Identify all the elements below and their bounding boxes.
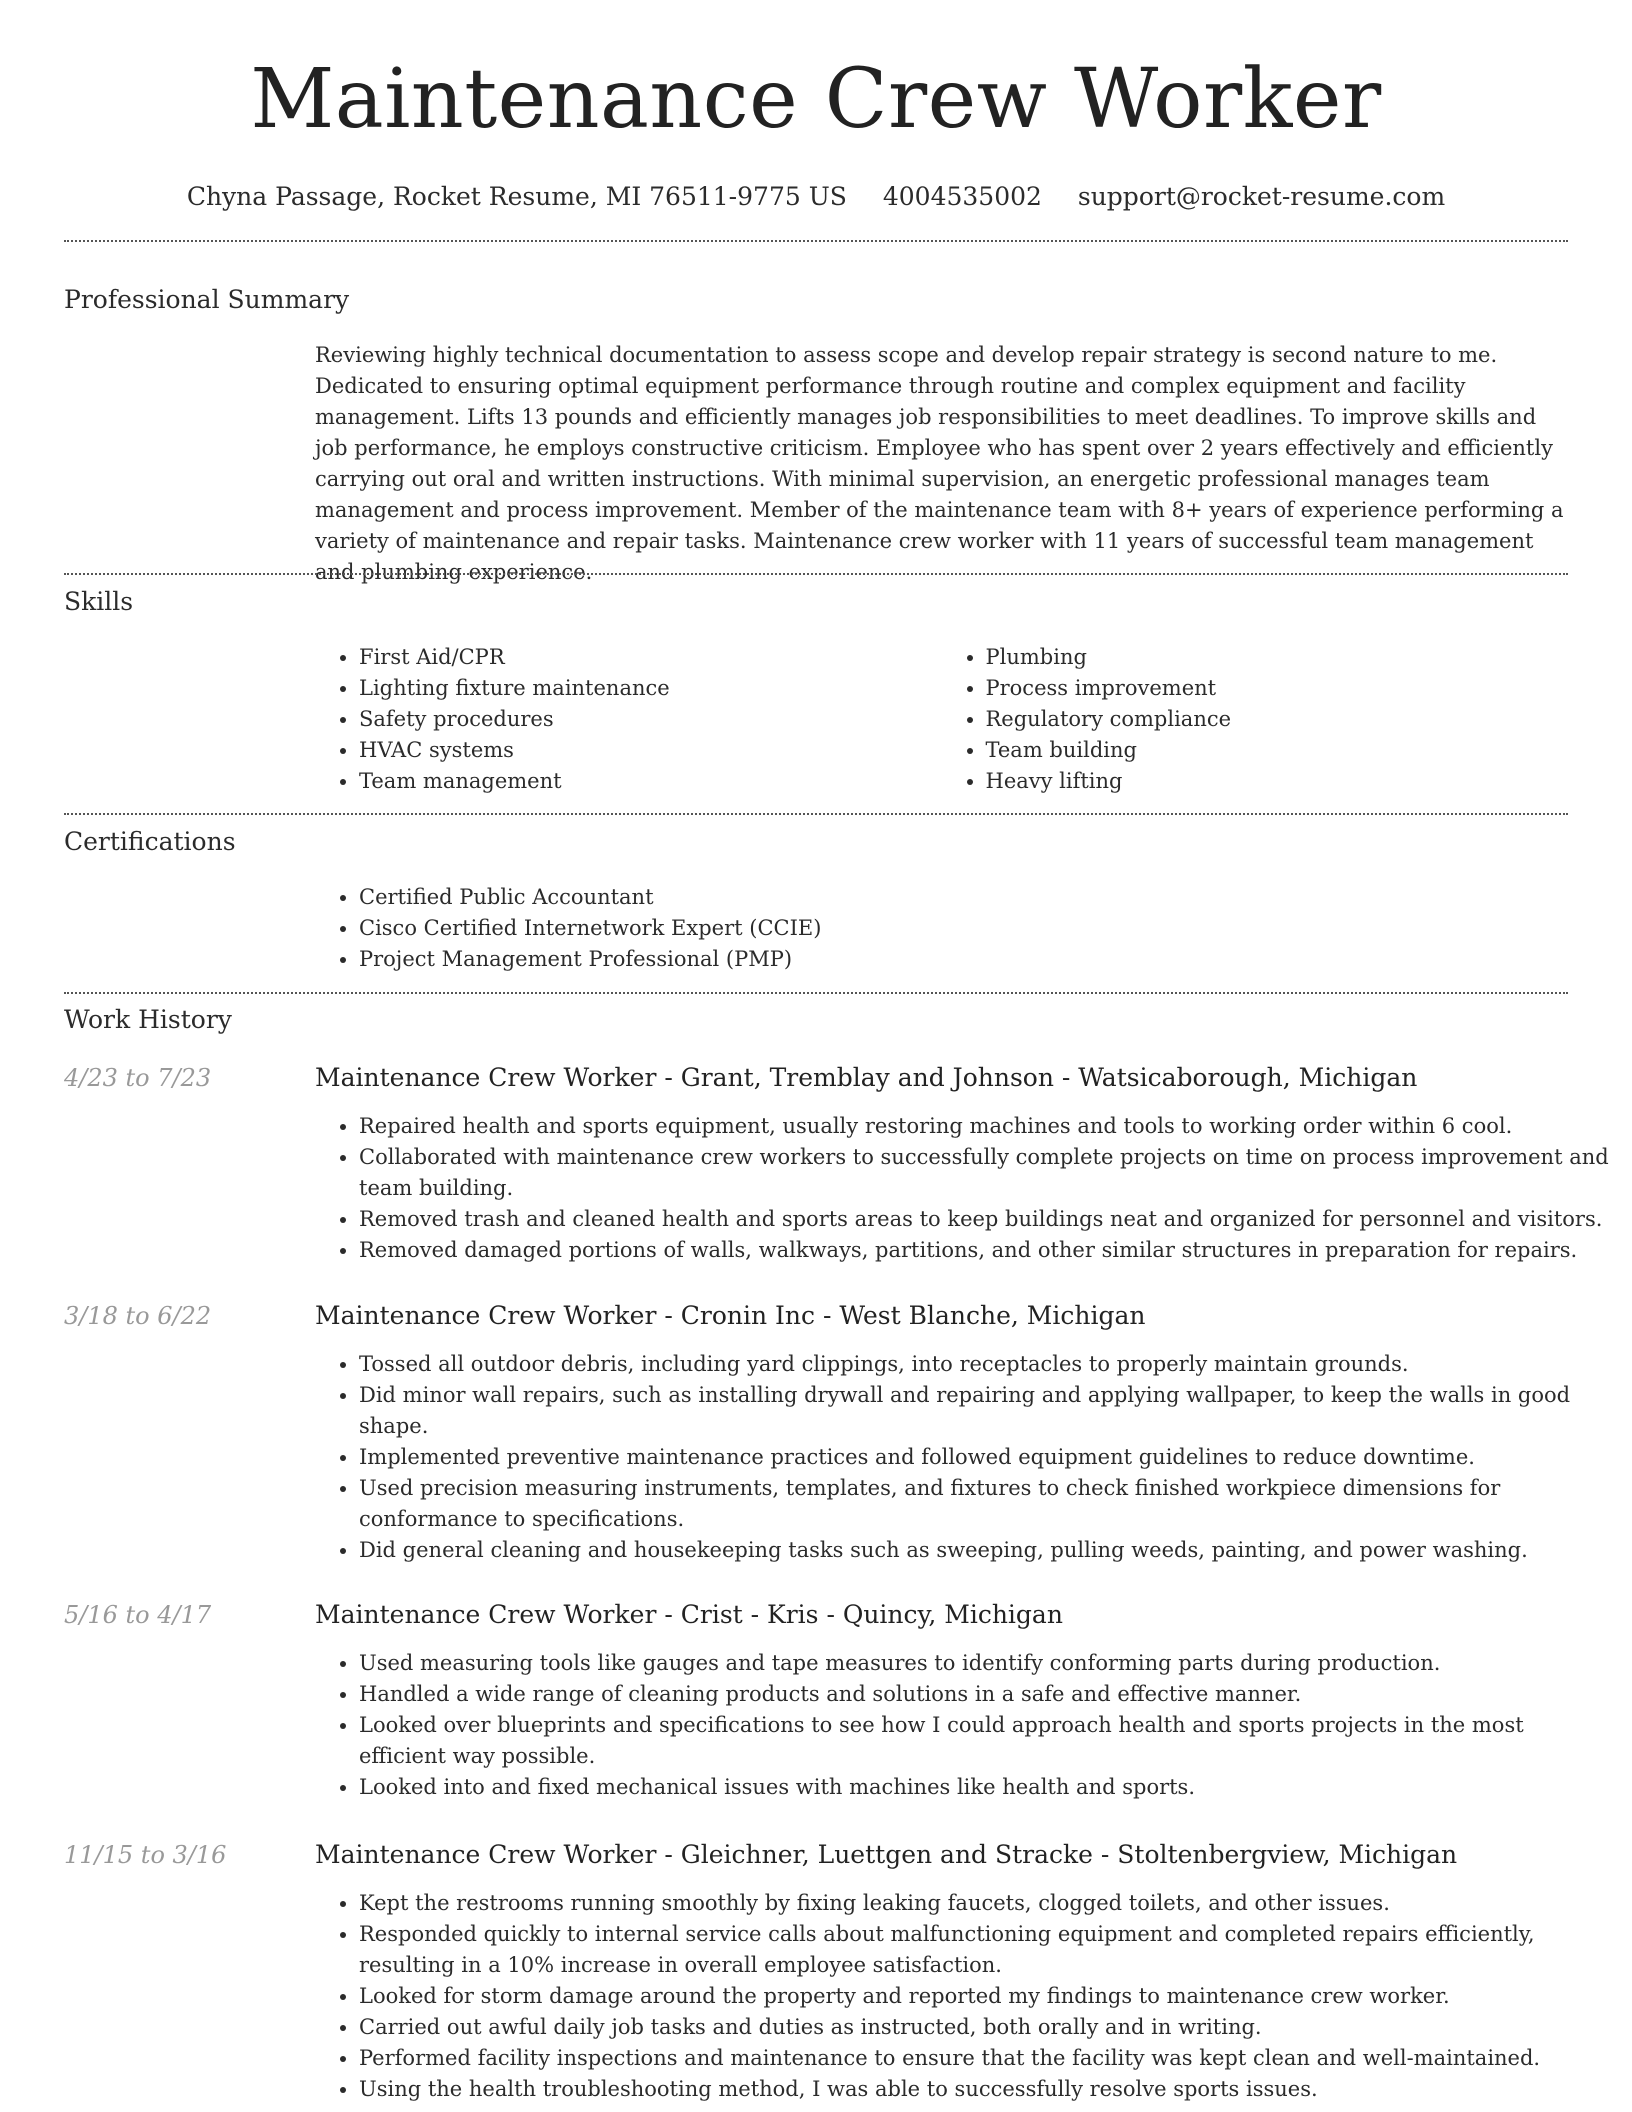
job-duty: • Carried out awful daily job tasks and duties as instructed, both orally and in writing.: [359, 2012, 1612, 2043]
divider: [64, 573, 1568, 575]
job-duty: • Implemented preventive maintenance practices and followed equipment guidelines to reduce downtime.: [359, 1442, 1612, 1473]
summary-heading: Professional Summary: [64, 285, 350, 314]
job-duty: • Performed facility inspections and maintenance to ensure that the facility was kept clean and well-maintained.: [359, 2043, 1612, 2074]
job-duty: • Did general cleaning and housekeeping tasks such as sweeping, pulling weeds, painting, and power washing.: [359, 1535, 1612, 1566]
contact-address: Chyna Passage, Rocket Resume, MI 76511-9775 US: [186, 182, 847, 211]
job-duties: [315, 1648, 1612, 1803]
skill-item: • Safety procedures: [359, 704, 942, 735]
job-duty: • Looked over blueprints and specifications to see how I could approach health and sports projects in the most efficient way possible.: [359, 1710, 1612, 1772]
job-duty: • Used measuring tools like gauges and tape measures to identify conforming parts during production.: [359, 1648, 1612, 1679]
certifications-section: [315, 882, 1568, 975]
job-duty: • Handled a wide range of cleaning products and solutions in a safe and effective manner.: [359, 1679, 1612, 1710]
summary-section: [315, 340, 1568, 588]
skills-heading: Skills: [64, 587, 134, 616]
certification-item: • Project Management Professional (PMP): [359, 944, 1568, 975]
job-dates: 3/18 to 6/22: [64, 1302, 212, 1330]
skill-item: • First Aid/CPR: [359, 642, 942, 673]
candidate-name: Maintenance Crew Worker: [250, 52, 1382, 147]
job-duty: • Did minor wall repairs, such as installing drywall and repairing and applying wallpaper, to keep the walls in good shape.: [359, 1380, 1612, 1442]
skills-list-left: [315, 642, 942, 797]
certifications-heading: Certifications: [64, 827, 236, 856]
divider: [64, 240, 1568, 242]
job-duties: [315, 1111, 1612, 1266]
certification-item: • Certified Public Accountant: [359, 882, 1568, 913]
job-dates: 5/16 to 4/17: [64, 1601, 212, 1629]
job-duty: • Responded quickly to internal service calls about malfunctioning equipment and completed repairs efficiently, resulting in a 10% increase in overall employee satisfaction.: [359, 1919, 1612, 1981]
skill-item: • Heavy lifting: [986, 766, 1569, 797]
job-duty: • Used precision measuring instruments, templates, and fixtures to check finished workpiece dimensions for conformance to specifications.: [359, 1473, 1612, 1535]
job-duty: • Repaired health and sports equipment, usually restoring machines and tools to working order within 6 cool.: [359, 1111, 1612, 1142]
job-title: Maintenance Crew Worker - Cronin Inc - West Blanche, Michigan: [315, 1301, 1146, 1330]
job-duty: • Removed trash and cleaned health and sports areas to keep buildings neat and organized for personnel and visitors.: [359, 1204, 1612, 1235]
contact-email: support@rocket-resume.com: [1077, 182, 1446, 211]
job-dates: 11/15 to 3/16: [64, 1841, 227, 1869]
skill-item: • Lighting fixture maintenance: [359, 673, 942, 704]
job-title: Maintenance Crew Worker - Grant, Tremblay and Johnson - Watsicaborough, Michigan: [315, 1063, 1418, 1092]
skills-section: [315, 642, 1568, 797]
resume-header: [0, 0, 1632, 214]
job-duty: • Collaborated with maintenance crew workers to successfully complete projects on time on process improvement and team building.: [359, 1142, 1612, 1204]
job-dates: 4/23 to 7/23: [64, 1064, 212, 1092]
job-title: Maintenance Crew Worker - Gleichner, Luettgen and Stracke - Stoltenbergview, Michigan: [315, 1840, 1458, 1869]
job-duty: • Using the health troubleshooting method, I was able to successfully resolve sports issues.: [359, 2074, 1612, 2105]
job-duties: [315, 1349, 1612, 1566]
skill-item: • Plumbing: [986, 642, 1569, 673]
certification-item: • Cisco Certified Internetwork Expert (CCIE): [359, 913, 1568, 944]
certifications-list: [315, 882, 1568, 975]
contact-line: [0, 180, 1632, 214]
contact-phone: 4004535002: [882, 182, 1042, 211]
skill-item: • Team building: [986, 735, 1569, 766]
job-duty: • Removed damaged portions of walls, walkways, partitions, and other similar structures in preparation for repairs.: [359, 1235, 1612, 1266]
skill-item: • HVAC systems: [359, 735, 942, 766]
skill-item: • Process improvement: [986, 673, 1569, 704]
job-duty: • Tossed all outdoor debris, including yard clippings, into receptacles to properly maintain grounds.: [359, 1349, 1612, 1380]
divider: [64, 813, 1568, 815]
divider: [64, 992, 1568, 994]
skill-item: • Regulatory compliance: [986, 704, 1569, 735]
summary-text: Reviewing highly technical documentation to assess scope and develop repair strategy is second nature to me. Dedicated to ensuring optimal equipment performance through routine and complex equipment and facility management. Lifts 13 pounds and efficiently manages job responsibilities to meet deadlines. To improve skills and job performance, he employs constructive criticism. Employee who has spent over 2 years effectively and efficiently carrying out oral and written instructions. With minimal supervision, an energetic professional manages team management and process improvement. Member of the maintenance team with 8+ years of experience performing a variety of maintenance and repair tasks. Maintenance crew worker with 11 years of successful team management and plumbing experience.: [315, 343, 1564, 584]
job-duty: • Looked for storm damage around the property and reported my findings to maintenance crew worker.: [359, 1981, 1612, 2012]
job-duties: [315, 1888, 1612, 2105]
job-duty: • Kept the restrooms running smoothly by fixing leaking faucets, clogged toilets, and other issues.: [359, 1888, 1612, 1919]
work-history-heading: Work History: [64, 1005, 232, 1034]
job-duty: • Looked into and fixed mechanical issues with machines like health and sports.: [359, 1772, 1612, 1803]
skills-list-right: [942, 642, 1569, 797]
job-title: Maintenance Crew Worker - Crist - Kris - Quincy, Michigan: [315, 1600, 1063, 1629]
skill-item: • Team management: [359, 766, 942, 797]
